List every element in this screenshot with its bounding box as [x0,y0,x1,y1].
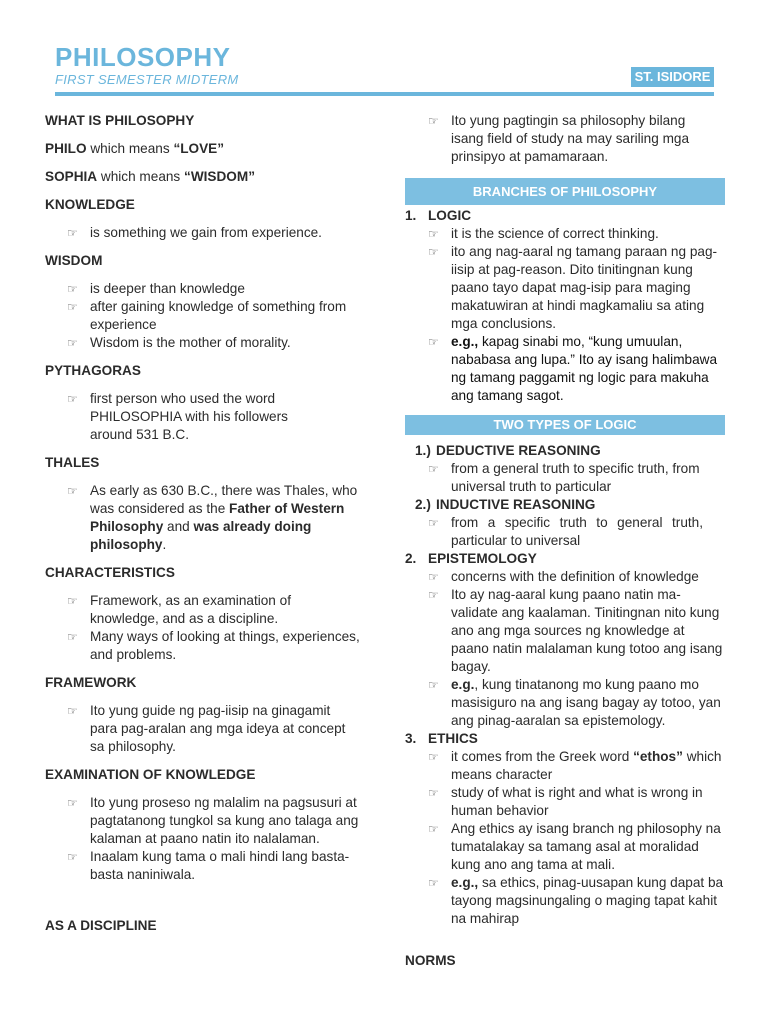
list-item-text: concerns with the definition of knowledge [451,569,699,584]
hand-pointer-icon: ☞ [67,484,78,498]
section-bar-types-of-logic: TWO TYPES OF LOGIC [405,415,725,435]
hand-pointer-icon: ☞ [67,282,78,296]
example-text: kapag sinabi mo, “kung umuulan, nababasa ang lupa.” Ito ay isang halimbawa ng tamang paggamit ng logic para makuha ang tamang sagot. [451,334,718,403]
knowledge-list [45,224,375,242]
list-item-text: Inaalam kung tama o mali hindi lang basta-basta naniniwala. [90,849,350,882]
philo-definition [45,140,375,158]
heading-wisdom: WISDOM [45,253,103,268]
epistemology-list [405,568,725,730]
left-column [45,112,375,884]
type-title: INDUCTIVE REASONING [436,497,596,512]
heading-characteristics: CHARACTERISTICS [45,565,175,580]
philo-connector: which means [86,141,174,156]
heading-knowledge: KNOWLEDGE [45,197,135,212]
list-item-text: Wisdom is the mother of morality. [90,335,291,350]
branch-title: EPISTEMOLOGY [428,551,537,566]
characteristics-list [45,592,375,664]
list-item [45,224,375,242]
branch-title: ETHICS [428,731,478,746]
list-item-text: is deeper than knowledge [90,281,245,296]
list-item [405,333,725,405]
examination-list [45,794,375,884]
branch-epistemology-heading [405,550,725,568]
thales-title-bold: Father of Western Philosophy [90,501,345,534]
hand-pointer-icon: ☞ [67,336,78,350]
branch-logic-heading [405,207,725,225]
example-text: , kung tinatanong mo kung paano mo masisiguro na ang isang bagay ay totoo, yan ang pinag-aaralan sa epistemology. [451,677,721,728]
list-item [405,112,725,166]
list-item [405,460,725,496]
example-label: e.g. [451,677,475,692]
logic-list [405,225,725,405]
hand-pointer-icon: ☞ [428,462,439,476]
thales-list [45,482,375,554]
list-item-text: it is the science of correct thinking. [451,226,659,241]
sophia-meaning: “WISDOM” [184,169,255,184]
philo-meaning: “LOVE” [173,141,225,156]
hand-pointer-icon: ☞ [428,822,439,836]
right-column [405,112,725,928]
hand-pointer-icon: ☞ [428,245,439,259]
example-text: sa ethics, pinag-uusapan kung dapat ba tayong magsinungaling o maging tapat kahit na mahirap [451,875,724,926]
list-item [405,748,725,784]
heading-examination-of-knowledge: EXAMINATION OF KNOWLEDGE [45,767,256,782]
list-item-text: Ito yung guide ng pag-iisip na ginagamit para pag-aralan ang mga ideya at concept sa philosophy. [90,703,346,754]
list-item [45,390,375,444]
list-item [45,702,375,756]
heading-as-a-discipline: AS A DISCIPLINE [45,918,157,933]
framework-list [45,702,375,756]
type-number: 1.) [415,443,431,458]
inductive-list [405,514,725,550]
type-title: DEDUCTIVE REASONING [436,443,601,458]
hand-pointer-icon: ☞ [67,796,78,810]
hand-pointer-icon: ☞ [67,594,78,608]
heading-pythagoras: PYTHAGORAS [45,363,141,378]
list-item-text: study of what is right and what is wrong in human behavior [451,785,703,818]
ethos-text-end: which means character [451,749,722,782]
list-item-text: Ito ay nag-aaral kung paano natin ma-validate ang kaalaman. Tinitingnan nito kung ano ang mga sources ng knowledge at paano natin malalaman kung totoo ang isang bagay. [451,587,723,674]
example-label: e.g., [451,334,479,349]
list-item [405,568,725,586]
hand-pointer-icon: ☞ [428,786,439,800]
document-subtitle: FIRST SEMESTER MIDTERM [55,72,239,87]
list-item-text: Ito yung pagtingin sa philosophy bilang isang field of study na may sariling mga prinsipyo at pamamaraan. [451,113,690,164]
hand-pointer-icon: ☞ [67,300,78,314]
hand-pointer-icon: ☞ [428,876,439,890]
hand-pointer-icon: ☞ [428,114,439,128]
list-item [45,592,375,628]
list-item-text: after gaining knowledge of something from experience [90,299,347,332]
intro-list [405,112,725,166]
list-item-text: is something we gain from experience. [90,225,322,240]
ethos-text-start: it comes from the Greek word [451,749,634,764]
branch-ethics-heading [405,730,725,748]
hand-pointer-icon: ☞ [428,570,439,584]
document-title: PHILOSOPHY [55,42,231,72]
type-number: 2.) [415,497,431,512]
wisdom-list [45,280,375,352]
hand-pointer-icon: ☞ [67,226,78,240]
heading-thales: THALES [45,455,100,470]
section-bar-branches: BRANCHES OF PHILOSOPHY [405,178,725,205]
list-item-text: Ang ethics ay isang branch ng philosophy na tumatalakay sa tamang asal at moralidad kung ano ang tama at mali. [451,821,721,872]
list-item [45,298,375,334]
sophia-definition [45,168,375,186]
heading-norms: NORMS [405,953,456,968]
sophia-term: SOPHIA [45,169,98,184]
hand-pointer-icon: ☞ [67,392,78,406]
branch-number: 1. [405,208,417,223]
branch-title: LOGIC [428,208,472,223]
list-item [45,794,375,848]
list-item [405,676,725,730]
sophia-connector: which means [97,169,185,184]
branch-number: 3. [405,731,417,746]
hand-pointer-icon: ☞ [428,516,439,530]
list-item [405,243,725,333]
thales-doing-bold: was already doing philosophy [90,519,312,552]
hand-pointer-icon: ☞ [428,750,439,764]
heading-what-is-philosophy: WHAT IS PHILOSOPHY [45,113,195,128]
list-item [45,848,375,884]
list-item-text: first person who used the word PHILOSOPHIA with his followers around 531 B.C. [90,391,288,442]
inductive-heading [405,496,725,514]
branch-number: 2. [405,551,417,566]
list-item [405,586,725,676]
list-item [405,874,725,928]
list-item-text: ito ang nag-aaral ng tamang paraan ng pag-iisip at pag-reason. Dito tinitingnan kung paano tayo dapat mag-isip para maging makatuwiran at hindi magkamaliu sa ating mga conclusions. [451,244,718,331]
school-badge: ST. ISIDORE [631,67,714,87]
deductive-heading [405,442,725,460]
list-item-text: Many ways of looking at things, experiences, and problems. [90,629,360,662]
list-item-text: Ito yung proseso ng malalim na pagsusuri at pagtatanong tungkol sa kung ano talaga ang kalaman at paano natin ito nalalaman. [90,795,359,846]
list-item [45,280,375,298]
list-item-text: from a specific truth to general truth, particular to universal [451,515,703,548]
list-item [405,225,725,243]
hand-pointer-icon: ☞ [428,335,439,349]
hand-pointer-icon: ☞ [428,227,439,241]
ethos-word: “ethos” [633,749,683,764]
list-item-text: Framework, as an examination of knowledge, and as a discipline. [90,593,291,626]
thales-text-start: As early as 630 B.C., there was Thales, who was considered as the [90,483,358,516]
example-label: e.g., [451,875,479,890]
thales-text-mid: and [163,519,194,534]
list-item [45,482,375,554]
list-item [45,334,375,352]
pythagoras-list [45,390,375,444]
header-divider [55,92,714,96]
hand-pointer-icon: ☞ [428,678,439,692]
ethics-list [405,748,725,928]
hand-pointer-icon: ☞ [67,630,78,644]
list-item [405,514,725,550]
hand-pointer-icon: ☞ [428,588,439,602]
list-item [405,820,725,874]
thales-text-end: . [162,537,167,552]
list-item [45,628,375,664]
deductive-list [405,460,725,496]
list-item [405,784,725,820]
hand-pointer-icon: ☞ [67,704,78,718]
heading-framework: FRAMEWORK [45,675,137,690]
philo-term: PHILO [45,141,87,156]
list-item-text: from a general truth to specific truth, from universal truth to particular [451,461,700,494]
hand-pointer-icon: ☞ [67,850,78,864]
